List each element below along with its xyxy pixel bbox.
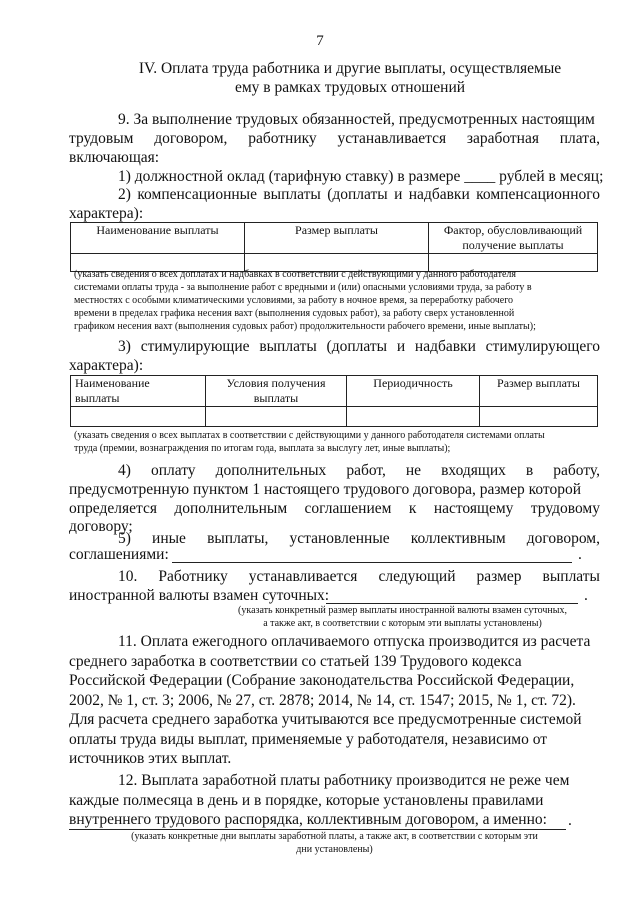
p12-end: . xyxy=(568,812,572,829)
table1-header-name: Наименование выплаты xyxy=(71,223,245,254)
p9-item-2-line-2: характера): xyxy=(69,205,144,222)
item-5-line-2: соглашениями: xyxy=(69,546,169,563)
p9-line-3: включающая: xyxy=(69,149,160,166)
section-title-line-1: IV. Оплата труда работника и другие выплаты, осуществляемые xyxy=(138,60,562,77)
table2-header-conditions: Условия получения выплаты xyxy=(206,376,347,407)
table2-header-period: Периодичность xyxy=(347,376,480,407)
paragraph-12: 12. Выплата заработной платы работнику производится не реже чем каждые полмесяца в день и в порядке, которые установлены правилами внутреннего трудового распорядка, коллективным договором, а именно: xyxy=(69,772,570,828)
p10-line-2: иностранной валюты взамен суточных: xyxy=(69,587,330,604)
compensation-table xyxy=(70,222,598,272)
incentive-table xyxy=(70,375,598,427)
p10-end: . xyxy=(584,587,588,604)
item-3-line-2: характера): xyxy=(69,357,144,374)
note-3: (указать конкретные дни выплаты заработной платы, а также акт, в соответствии с которым эти дни установлены) xyxy=(131,831,538,855)
note-2: (указать сведения о всех выплатах в соответствии с действующими у данного работодателя системами оплаты труда (премии, вознаграждения по итогам года, выплата за выслугу лет, иные выплаты); xyxy=(74,430,545,454)
p9-line-1: 9. За выполнение трудовых обязанностей, предусмотренных настоящим xyxy=(118,111,595,128)
section-title-line-2: ему в рамках трудовых отношений xyxy=(234,79,466,96)
p10-line-1: 10. Работнику устанавливается следующий размер выплаты xyxy=(118,568,600,585)
item-5-line-1: 5) иные выплаты, установленные коллективным договором, xyxy=(118,530,600,547)
item-5-blank-line[interactable] xyxy=(172,562,572,563)
item-4-line-4: договору; xyxy=(69,518,133,535)
page-number: 7 xyxy=(316,33,324,49)
table2-header-name: Наименование выплаты xyxy=(71,376,206,407)
p9-item-2-line-1: 2) компенсационные выплаты (доплаты и надбавки компенсационного xyxy=(118,186,600,203)
item-3-line-1: 3) стимулирующие выплаты (доплаты и надбавки стимулирующего xyxy=(118,338,600,355)
table2-cell[interactable] xyxy=(206,407,347,427)
p9-item-1: 1) должностной оклад (тарифную ставку) в размере ____ рублей в месяц; xyxy=(118,168,604,185)
note-1: (указать сведения о всех доплатах и надбавках в соответствии с действующими у данного работодателя системами оплаты труда - за выполнение работ с вредными и (или) опасными условиями труда, за работу в местностях с особыми климатическими условиями, за работу в ночное время, за переработку рабочего времени в пределах графика несения вахт (выполнения судовых работ), за работу сверх установленной графиком несения вахт (выполнения судовых работ) продолжительности рабочего времени, иные выплаты); xyxy=(74,269,536,332)
p9-line-2: трудовым договором, работнику устанавливается заработная плата, xyxy=(69,130,600,147)
table2-header-size: Размер выплаты xyxy=(480,376,598,407)
table1-header-factor: Фактор, обусловливающий получение выплаты xyxy=(429,223,598,254)
table2-cell[interactable] xyxy=(347,407,480,427)
table2-cell[interactable] xyxy=(480,407,598,427)
p10-note: (указать конкретный размер выплаты иностранной валюты взамен суточных, а также акт, в соответствии с которым эти выплаты установлены) xyxy=(238,605,567,629)
table2-cell[interactable] xyxy=(71,407,206,427)
item-4-line-1: 4) оплату дополнительных работ, не входящих в работу, xyxy=(118,462,600,479)
table1-header-size: Размер выплаты xyxy=(245,223,429,254)
item-4-line-2: предусмотренную пунктом 1 настоящего трудового договора, размер которой xyxy=(69,481,582,498)
item-4-line-3: определяется дополнительным соглашением к настоящему трудовому xyxy=(69,500,600,517)
item-5-end: . xyxy=(578,546,582,563)
paragraph-11: 11. Оплата ежегодного оплачиваемого отпуска производится из расчета среднего заработка в соответствии со статьей 139 Трудового кодекса Российской Федерации (Собрание законодательства Российской Федерации, 2002, № 1, ст. 3; 2006, № 27, ст. 2878; 2014, № 14, ст. 1547; 2015, № 1, ст. 72). Для расчета среднего заработка учитываются все предусмотренные системой оплаты труда виды выплат, применяемые у работодателя, независимо от источников этих выплат. xyxy=(69,633,591,767)
